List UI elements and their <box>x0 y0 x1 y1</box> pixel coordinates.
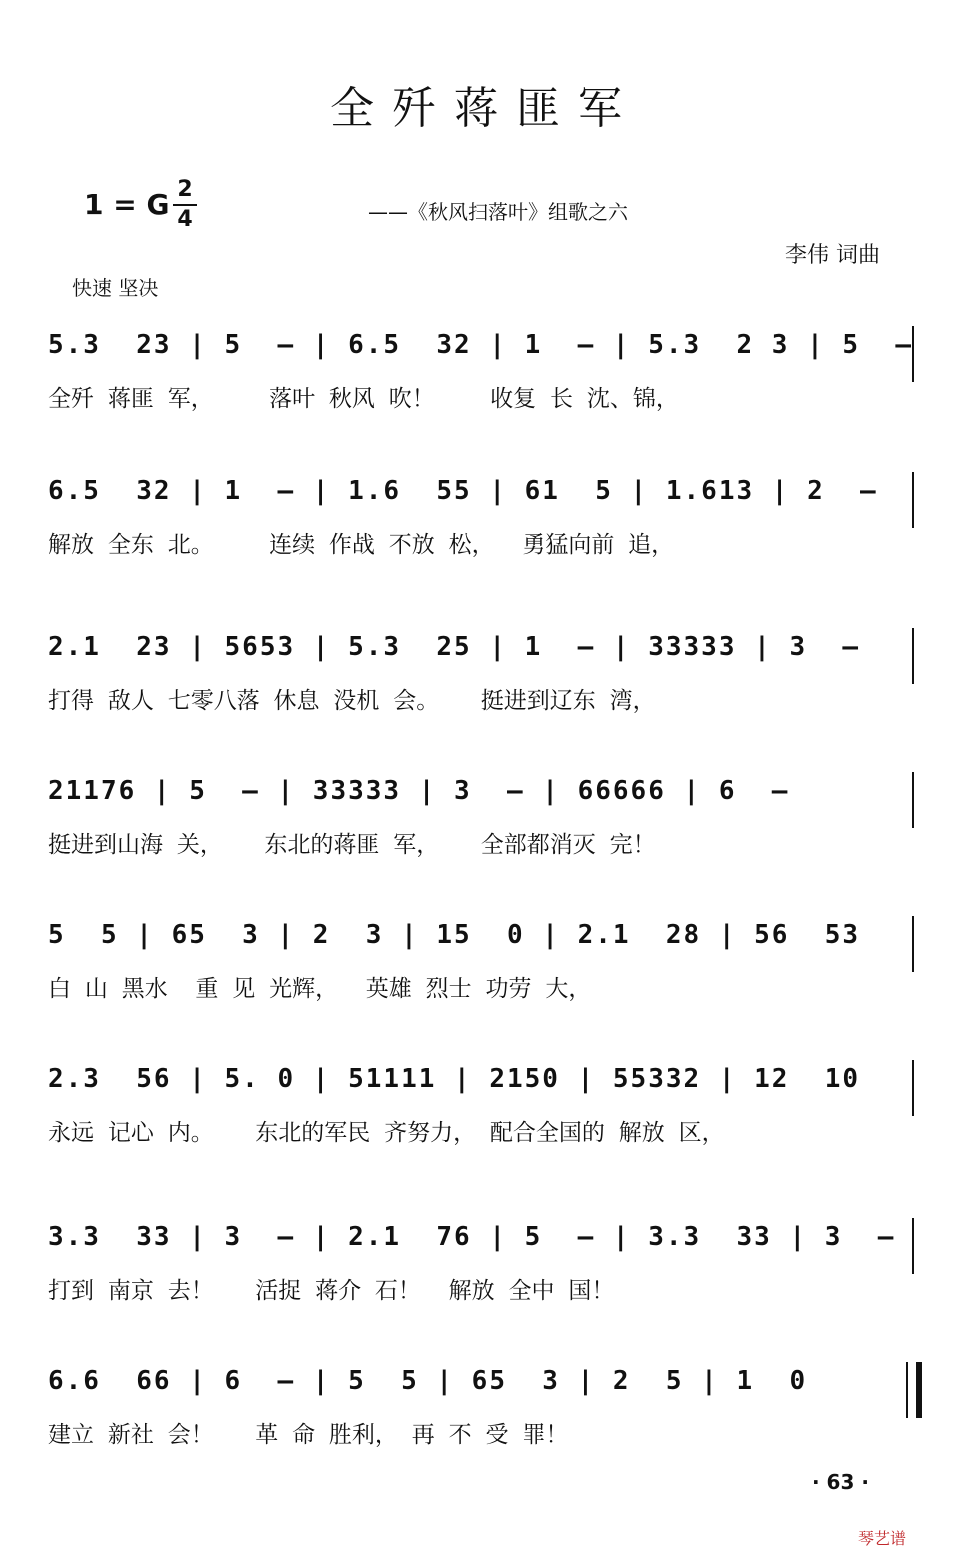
notation-line: 5 5 | 65 3 | 2 3 | 15 0 | 2.1 28 | 56 53 <box>48 920 861 950</box>
lyrics-line: 全歼 蒋匪 军， 落叶 秋风 吹！ 收复 长 沈、锦， <box>48 386 679 412</box>
watermark-logo: 琴艺谱 <box>858 1529 907 1548</box>
score-system <box>48 1222 920 1332</box>
score-system <box>48 920 920 1030</box>
notation-line: 3.3 33 | 3 — | 2.1 76 | 5 — | 3.3 33 | 3 — <box>48 1222 896 1252</box>
final-barline <box>906 1362 922 1418</box>
barline <box>912 1218 914 1274</box>
score-system <box>48 1064 920 1174</box>
barline <box>912 472 914 528</box>
score-system <box>48 476 920 586</box>
score-system <box>48 632 920 742</box>
lyrics-line: 永远 记心 内。 东北的军民 齐努力， 配合全国的 解放 区， <box>48 1120 725 1146</box>
notation-line: 6.6 66 | 6 — | 5 5 | 65 3 | 2 5 | 1 0 <box>48 1366 808 1396</box>
subtitle: ——《秋风扫落叶》组歌之六 <box>368 200 628 224</box>
key-signature: 1 = G <box>84 188 170 221</box>
lyrics-line: 解放 全东 北。 连续 作战 不放 松， 勇猛向前 追， <box>48 532 675 558</box>
notation-line: 6.5 32 | 1 — | 1.6 55 | 61 5 | 1.613 | 2 — <box>48 476 878 506</box>
barline <box>912 326 914 382</box>
meter-line <box>173 204 197 206</box>
barline <box>912 772 914 828</box>
lyrics-line: 打到 南京 去！ 活捉 蒋介 石！ 解放 全中 国！ <box>48 1278 615 1304</box>
notation-line: 2.3 56 | 5. 0 | 51111 | 2150 | 55332 | 12 10 <box>48 1064 861 1094</box>
notation-line: 5.3 23 | 5 — | 6.5 32 | 1 — | 5.3 2 3 | 5 — <box>48 330 914 360</box>
lyrics-line: 挺进到山海 关， 东北的蒋匪 军， 全部都消灭 完！ <box>48 832 656 858</box>
score-system <box>48 330 920 440</box>
notation-line: 21176 | 5 — | 33333 | 3 — | 66666 | 6 — <box>48 776 790 806</box>
time-signature <box>170 178 200 232</box>
lyrics-line: 建立 新社 会！ 革 命 胜利， 再 不 受 罪！ <box>48 1422 569 1448</box>
meter-top: 2 <box>177 177 193 202</box>
barline <box>912 916 914 972</box>
tempo-marking: 快速 坚决 <box>72 276 159 300</box>
barline <box>912 628 914 684</box>
song-title: 全歼蒋匪军 <box>330 83 640 134</box>
page-number: · 63 · <box>812 1470 869 1494</box>
score-system <box>48 776 920 886</box>
score-system <box>48 1366 920 1476</box>
meter-bottom: 4 <box>177 207 193 232</box>
lyrics-line: 白 山 黑水 重 见 光辉， 英雄 烈士 功劳 大， <box>48 976 592 1002</box>
author-credit: 李伟 词曲 <box>785 243 880 268</box>
barline <box>912 1060 914 1116</box>
notation-line: 2.1 23 | 5653 | 5.3 25 | 1 — | 33333 | 3 — <box>48 632 861 662</box>
lyrics-line: 打得 敌人 七零八落 休息 没机 会。 挺进到辽东 湾， <box>48 688 656 714</box>
